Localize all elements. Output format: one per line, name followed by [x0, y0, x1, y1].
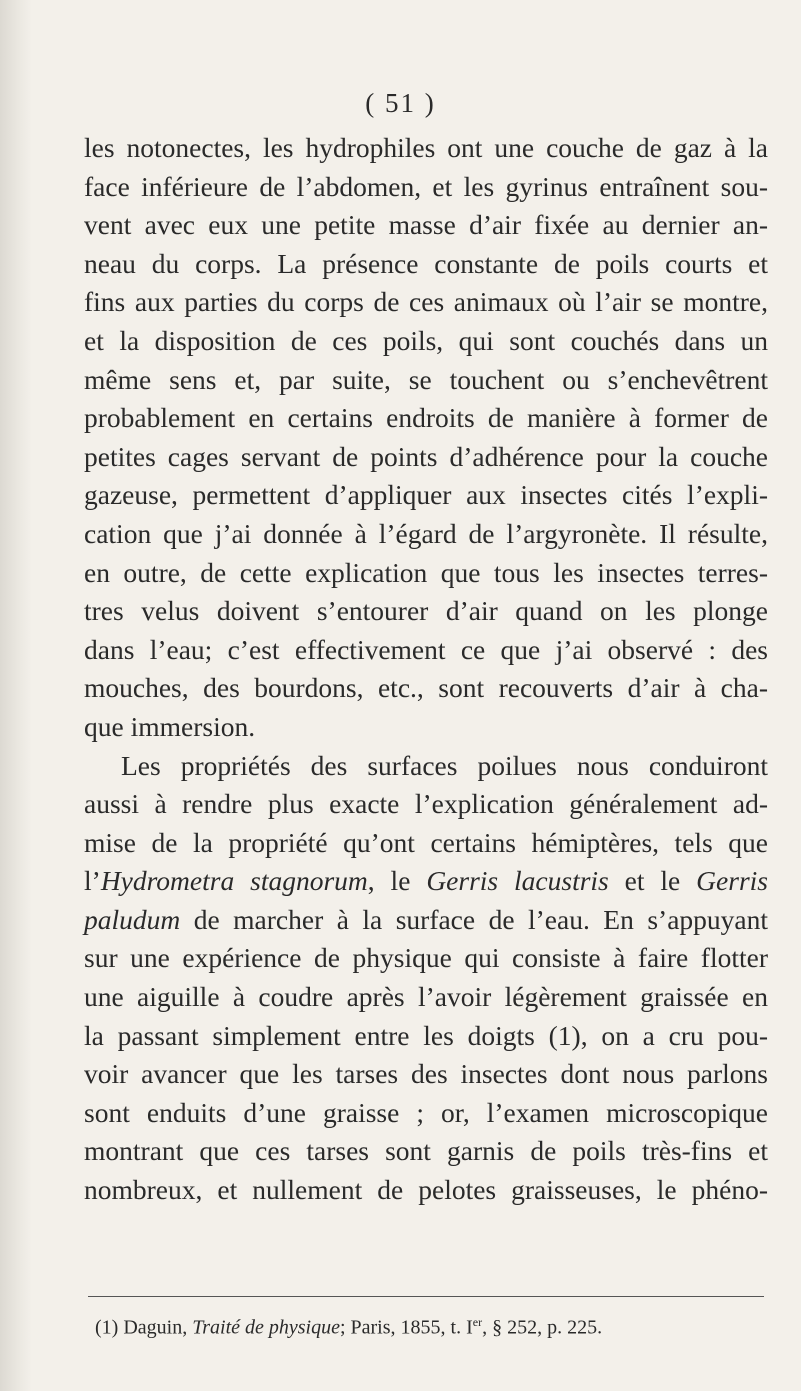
text-line: Les propriétés des surfaces poilues nous conduiront	[121, 749, 768, 781]
page-number: ( 51 )	[365, 88, 436, 118]
text-fragment: l’	[84, 865, 101, 897]
text-line: montrant que ces tarses sont garnis de poils très-fins et	[84, 1135, 768, 1167]
footnote-marker: (1) Daguin,	[95, 1316, 193, 1339]
text-line: en outre, de cette explication que tous les insectes terres-	[84, 556, 768, 588]
footnote-divider	[88, 1296, 764, 1297]
text-line: neau du corps. La présence constante de poils courts et	[84, 247, 768, 279]
text-line: probablement en certains endroits de manière à former de	[84, 402, 768, 434]
text-line: que immersion.	[84, 710, 256, 742]
text-line: face inférieure de l’abdomen, et les gyrinus entraînent sou-	[84, 170, 768, 202]
text-line: nombreux, et nullement de pelotes graisseuses, le phéno-	[84, 1174, 768, 1206]
text-line: cation que j’ai donnée à l’égard de l’argyronète. Il résulte,	[84, 517, 768, 549]
text-line: une aiguille à coudre après l’avoir légèrement graissée en	[84, 981, 768, 1013]
footnote-details: ; Paris, 1855, t. I	[339, 1316, 473, 1339]
text-line: et la disposition de ces poils, qui sont couchés dans un	[84, 324, 768, 356]
text-line: gazeuse, permettent d’appliquer aux insectes cités l’expli-	[84, 479, 768, 511]
text-line: aussi à rendre plus exacte l’explication généralement ad-	[84, 788, 768, 820]
italic-species-name: Hydrometra stagnorum	[100, 865, 368, 897]
text-line: sont enduits d’une graisse ; or, l’examen microscopique	[84, 1096, 768, 1128]
text-line: vent avec eux une petite masse d’air fixée au dernier an-	[84, 209, 768, 241]
text-line-with-italics	[84, 862, 768, 901]
page-edge-shadow	[0, 0, 32, 1391]
text-line: la passant simplement entre les doigts (1), on a cru pou-	[84, 1019, 768, 1051]
text-line: petites cages servant de points d’adhérence pour la couche	[84, 440, 768, 472]
text-line: dans l’eau; c’est effectivement ce que j’ai observé : des	[84, 633, 768, 665]
text-line: voir avancer que les tarses des insectes dont nous parlons	[84, 1058, 768, 1090]
text-fragment: , le	[367, 865, 427, 897]
footnote-title: Traité de physique	[192, 1316, 340, 1339]
italic-species-name: paludum	[84, 903, 181, 935]
body-text	[84, 129, 768, 1210]
text-line: fins aux parties du corps de ces animaux où l’air se montre,	[84, 286, 768, 318]
text-line: mouches, des bourdons, etc., sont recouverts d’air à cha-	[84, 672, 768, 704]
footnote-superscript: er	[472, 1315, 483, 1329]
footnote	[95, 1315, 765, 1340]
text-fragment: et le	[608, 865, 697, 897]
italic-species-name: Gerris lacustris	[426, 865, 609, 897]
text-line: tres velus doivent s’entourer d’air quand on les plonge	[84, 595, 768, 627]
text-line: sur une expérience de physique qui consiste à faire flotter	[84, 942, 768, 974]
text-line: les notonectes, les hydrophiles ont une couche de gaz à la	[84, 132, 768, 163]
text-fragment: de marcher à la surface de l’eau. En s’appuyant	[180, 903, 768, 935]
footnote-details-end: , § 252, p. 225.	[482, 1316, 603, 1339]
text-line: même sens et, par suite, se touchent ou s’enchevêtrent	[84, 363, 768, 395]
italic-species-name: Gerris	[696, 865, 768, 897]
text-line-with-italics	[84, 901, 768, 940]
text-line: mise de la propriété qu’ont certains hémiptères, tels que	[84, 826, 768, 858]
